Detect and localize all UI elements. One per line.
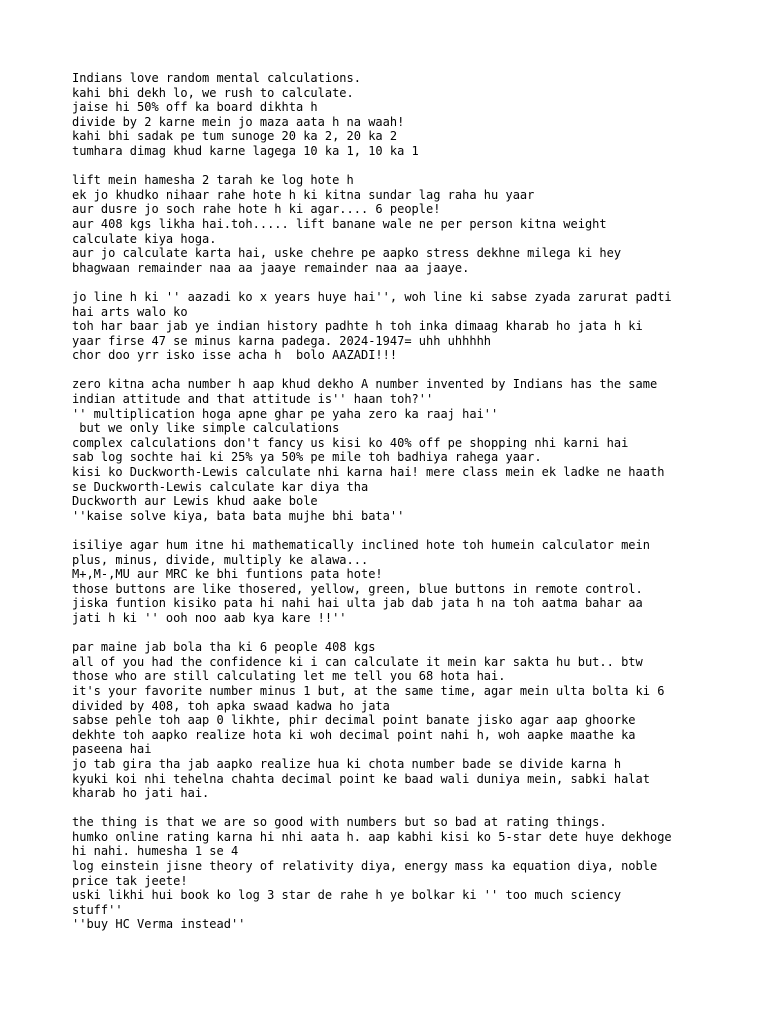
text-line: sabse pehle toh aap 0 likhte, phir decimal point banate jisko agar aap ghoorke xyxy=(72,713,636,728)
paragraph xyxy=(72,815,712,932)
text-line: kyuki koi nhi tehelna chahta decimal point ke baad wali duniya mein, sabki halat xyxy=(72,771,650,786)
text-line: ''kaise solve kiya, bata bata mujhe bhi bata'' xyxy=(72,508,405,523)
text-line: price tak jeete! xyxy=(72,873,188,888)
text-line: uski likhi hui book ko log 3 star de rahe h ye bolkar ki '' too much sciency xyxy=(72,888,622,903)
text-line: M+,M-,MU aur MRC ke bhi funtions pata hote! xyxy=(72,567,383,582)
text-line: jaise hi 50% off ka board dikhta h xyxy=(72,100,318,115)
text-line: tumhara dimag khud karne lagega 10 ka 1, 10 ka 1 xyxy=(72,143,419,158)
text-line: '' multiplication hoga apne ghar pe yaha zero ka raaj hai'' xyxy=(72,406,499,421)
text-line: aur 408 kgs likha hai.toh..... lift banane wale ne per person kitna weight xyxy=(72,216,607,231)
text-line: Duckworth aur Lewis khud aake bole xyxy=(72,494,318,509)
text-line: toh har baar jab ye indian history padhte h toh inka dimaag kharab ho jata h ki xyxy=(72,319,643,334)
text-line: par maine jab bola tha ki 6 people 408 kgs xyxy=(72,640,376,655)
text-line: se Duckworth-Lewis calculate kar diya tha xyxy=(72,479,369,494)
document-page xyxy=(72,71,712,947)
text-line: log einstein jisne theory of relativity diya, energy mass ka equation diya, noble xyxy=(72,859,658,874)
text-line: divide by 2 karne mein jo maza aata h na waah! xyxy=(72,114,405,129)
text-line: yaar firse 47 se minus karna padega. 2024-1947= uhh uhhhhh xyxy=(72,333,492,348)
text-line: complex calculations don't fancy us kisi ko 40% off pe shopping nhi karni hai xyxy=(72,435,629,450)
text-line: paseena hai xyxy=(72,742,152,757)
text-line: the thing is that we are so good with numbers but so bad at rating things. xyxy=(72,815,607,830)
text-line: indian attitude and that attitude is'' haan toh?'' xyxy=(72,392,434,407)
text-line: ''buy HC Verma instead'' xyxy=(72,917,246,932)
text-line: kahi bhi dekh lo, we rush to calculate. xyxy=(72,85,354,100)
text-line: jiska funtion kisiko pata hi nahi hai ulta jab dab jata h na toh aatma bahar aa xyxy=(72,596,643,611)
text-line: bhagwaan remainder naa aa jaaye remainder naa aa jaaye. xyxy=(72,260,470,275)
text-line: chor doo yrr isko isse acha h bolo AAZADI!!! xyxy=(72,348,398,363)
text-line: it's your favorite number minus 1 but, at the same time, agar mein ulta bolta ki 6 xyxy=(72,683,665,698)
text-line: humko online rating karna hi nhi aata h. aap kabhi kisi ko 5-star dete huye dekhoge xyxy=(72,829,672,844)
text-line: lift mein hamesha 2 tarah ke log hote h xyxy=(72,173,354,188)
text-line: zero kitna acha number h aap khud dekho A number invented by Indians has the same xyxy=(72,377,658,392)
text-line: divided by 408, toh apka swaad kadwa ho jata xyxy=(72,698,390,713)
text-line: but we only like simple calculations xyxy=(72,421,340,436)
paragraph xyxy=(72,640,712,801)
text-line: all of you had the confidence ki i can calculate it mein kar sakta hu but.. btw xyxy=(72,654,643,669)
text-line: those who are still calculating let me tell you 68 hota hai. xyxy=(72,669,506,684)
text-line: stuff'' xyxy=(72,902,123,917)
text-line: those buttons are like thosered, yellow, green, blue buttons in remote control. xyxy=(72,581,643,596)
text-line: jo line h ki '' aazadi ko x years huye hai'', woh line ki sabse zyada zarurat padti xyxy=(72,289,672,304)
paragraph xyxy=(72,290,712,363)
text-line: ek jo khudko nihaar rahe hote h ki kitna sundar lag raha hu yaar xyxy=(72,187,535,202)
text-line: isiliye agar hum itne hi mathematically inclined hote toh humein calculator mein xyxy=(72,538,650,552)
text-line: aur jo calculate karta hai, uske chehre pe aapko stress dekhne milega ki hey xyxy=(72,246,622,261)
text-line: hai arts walo ko xyxy=(72,304,188,319)
paragraph xyxy=(72,71,712,159)
text-line: jati h ki '' ooh noo aab kya kare !!'' xyxy=(72,610,347,625)
text-line: jo tab gira tha jab aapko realize hua ki chota number bade se divide karna h xyxy=(72,756,622,771)
paragraph xyxy=(72,173,712,275)
text-line: hi nahi. humesha 1 se 4 xyxy=(72,844,239,859)
text-line: kahi bhi sadak pe tum sunoge 20 ka 2, 20 ka 2 xyxy=(72,129,398,144)
paragraph xyxy=(72,377,712,523)
text-line: kharab ho jati hai. xyxy=(72,786,210,801)
text-line: kisi ko Duckworth-Lewis calculate nhi karna hai! mere class mein ek ladke ne haath xyxy=(72,465,665,480)
text-line: aur dusre jo soch rahe hote h ki agar.... 6 people! xyxy=(72,202,441,217)
paragraph xyxy=(72,538,712,626)
text-line: calculate kiya hoga. xyxy=(72,231,217,246)
text-line: Indians love random mental calculations. xyxy=(72,71,361,85)
text-line: dekhte toh aapko realize hota ki woh decimal point nahi h, woh aapke maathe ka xyxy=(72,727,636,742)
text-line: plus, minus, divide, multiply ke alawa... xyxy=(72,552,369,567)
text-line: sab log sochte hai ki 25% ya 50% pe mile toh badhiya rahega yaar. xyxy=(72,450,542,465)
